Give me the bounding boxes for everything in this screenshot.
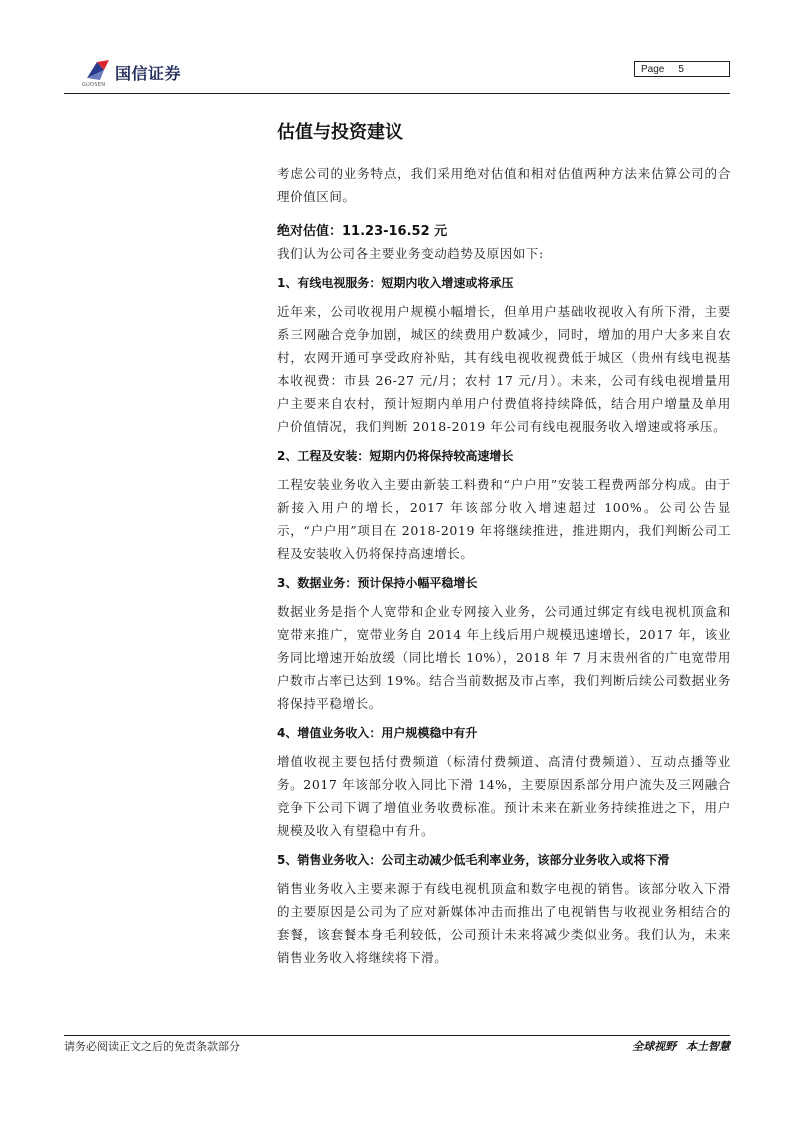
section-body: 工程安装业务收入主要由新装工料费和“户户用”安装工程费两部分构成。由于新接入用户的增长，2017 年该部分收入增速超过 100%。公司公告显示，“户户用”项目在 2018-2019 年将继续推进，推进期内，我们判断公司工程及安装收入仍将保持高速增长。 <box>277 477 731 561</box>
section-body: 增值收视主要包括付费频道（标清付费频道、高清付费频道）、互动点播等业务。2017 年该部分收入同比下滑 14%，主要原因系部分用户流失及三网融合竞争下公司下调了增值业务收费标准。预计未来在新业务持续推进之下，用户规模及收入有望稳中有升。 <box>277 754 731 838</box>
section-body: 近年来，公司收视用户规模小幅增长，但单用户基础收视收入有所下滑，主要系三网融合竞争加剧，城区的续费用户数减少，同时，增加的用户大多来自农村，农网开通可享受政府补贴，其有线电视收视费低于城区（贵州有线电视基本收视费：市县 26-27 元/月；农村 17 元/月）。未来，公司有线电视增量用户主要来自农村，预计短期内单用户付费值将持续降低，结合用户增量及单用户价值情况，我们判断 2018-2019 年公司有线电视服务收入增速或将承压。 <box>277 304 731 434</box>
logo-subtext: GUOSEN <box>82 82 106 88</box>
footer-divider <box>64 1035 730 1036</box>
header-divider <box>64 93 730 94</box>
lead-paragraph: 我们认为公司各主要业务变动趋势及原因如下: <box>277 246 544 261</box>
section-engineering <box>277 447 731 565</box>
logo-text: 国信证券 <box>115 64 182 83</box>
page-label: Page <box>641 64 665 75</box>
section-heading: 5、销售业务收入：公司主动减少低毛利率业务，该部分业务收入或将下滑 <box>277 853 670 867</box>
section-body: 数据业务是指个人宽带和企业专网接入业务，公司通过绑定有线电视机顶盒和宽带来推广，宽带业务自 2014 年上线后用户规模迅速增长，2017 年，该业务同比增速开始放缓（同比增长 10%），2018 年 7 月末贵州省的广电宽带用户数市占率已达到 19%。结合当前数据及市占率，我们判断后续公司数据业务将保持平稳增长。 <box>277 604 731 711</box>
section-heading: 1、有线电视服务：短期内收入增速或将承压 <box>277 276 514 290</box>
company-logo <box>82 56 181 90</box>
section-cable-tv <box>277 274 731 438</box>
section-heading: 2、工程及安装：短期内仍将保持较高速增长 <box>277 449 514 463</box>
section-data-business <box>277 574 731 715</box>
section-heading: 3、数据业务：预计保持小幅平稳增长 <box>277 576 478 590</box>
section-sales <box>277 851 731 969</box>
section-value-added <box>277 724 731 842</box>
intro-paragraph: 考虑公司的业务特点，我们采用绝对估值和相对估值两种方法来估算公司的合理价值区间。 <box>277 166 731 204</box>
footer-disclaimer: 请务必阅读正文之后的免责条款部分 <box>64 1040 240 1053</box>
page-indicator <box>634 61 730 77</box>
section-heading: 4、增值业务收入：用户规模稳中有升 <box>277 726 478 740</box>
absolute-valuation-heading: 绝对估值：11.23-16.52 元 <box>277 224 448 239</box>
section-body: 销售业务收入主要来源于有线电视机顶盒和数字电视的销售。该部分收入下滑的主要原因是公司为了应对新媒体冲击而推出了电视销售与收视业务相结合的套餐，该套餐本身毛利较低，公司预计未来将减少类似业务。我们认为，未来销售业务收入将继续将下滑。 <box>277 881 731 965</box>
page-number: 5 <box>678 64 684 75</box>
section-title: 估值与投资建议 <box>277 122 403 143</box>
footer-slogan: 全球视野 本土智慧 <box>632 1040 730 1053</box>
main-content <box>277 118 731 969</box>
